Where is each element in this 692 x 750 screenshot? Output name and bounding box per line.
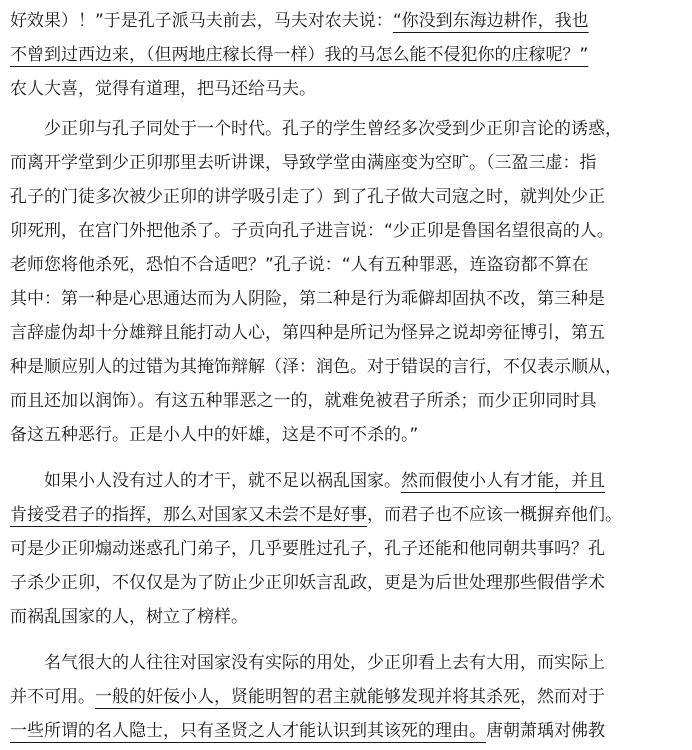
text-line: 并不可用。一般的奸佞小人，贤能明智的君主就能够发现并将其杀死，然而对于 (10, 687, 605, 707)
text-line: 肯接受君子的指挥，那么对国家又未尝不是好事，而君子也不应该一概摒弃他们。 (10, 505, 622, 525)
text-line: 而离开学堂到少正卯那里去听讲课，导致学堂由满座变为空旷。（三盈三虚：指 (10, 153, 597, 173)
text-line: 农人大喜，觉得有道理，把马还给马夫。 (10, 79, 316, 99)
text-line: 一些所谓的名人隐士，只有圣贤之人才能认识到其该死的理由。唐朝萧瑀对佛教 (10, 721, 605, 741)
text-line: 言辞虚伪却十分雄辩且能打动人心，第四种是所记为怪异之说却旁征博引，第五 (10, 323, 605, 343)
text-line: 备这五种恶行。正是小人中的奸雄，这是不可不杀的。” (10, 425, 419, 445)
text-line: 而且还加以润饰）。有这五种罪恶之一的，就难免被君子所杀；而少正卯同时具 (10, 391, 597, 411)
text-line: 少正卯与孔子同处于一个时代。孔子的学生曾经多次受到少正卯言论的诱惑， (10, 119, 622, 139)
text-line: 老师您将他杀死，恐怕不合适吧？”孔子说：“人有五种罪恶，连盗窃都不算在 (10, 255, 589, 275)
text-line: 而祸乱国家的人，树立了榜样。 (10, 607, 248, 627)
text-line: 不曾到过西边来，（但两地庄稼长得一样）我的马怎么能不侵犯你的庄稼呢？” (10, 45, 589, 65)
text-line: 其中：第一种是心思通达而为人阴险，第二种是行为乖僻却固执不改，第三种是 (10, 289, 605, 309)
text-line: 如果小人没有过人的才干，就不足以祸乱国家。然而假使小人有才能，并且 (10, 471, 605, 491)
text-line: 可是少正卯煽动迷惑孔门弟子，几乎要胜过孔子，孔子还能和他同朝共事吗？孔 (10, 539, 605, 559)
text-line: 名气很大的人往往对国家没有实际的用处，少正卯看上去有大用，而实际上 (10, 653, 605, 673)
text-line: 孔子的门徒多次被少正卯的讲学吸引走了）到了孔子做大司寇之时，就判处少正 (10, 187, 605, 207)
text-line: 子杀少正卯，不仅仅是为了防止少正卯妖言乱政，更是为后世处理那些假借学术 (10, 573, 605, 593)
text-line: 卯死刑，在宫门外把他杀了。子贡向孔子进言说：“少正卯是鲁国名望很高的人。 (10, 221, 614, 241)
text-line: 种是顺应别人的过错为其掩饰辩解（泽：润色。对于错误的言行，不仅表示顺从， (10, 357, 622, 377)
text-line: 好效果）！”于是孔子派马夫前去，马夫对农夫说：“你没到东海边耕作，我也 (10, 11, 589, 31)
